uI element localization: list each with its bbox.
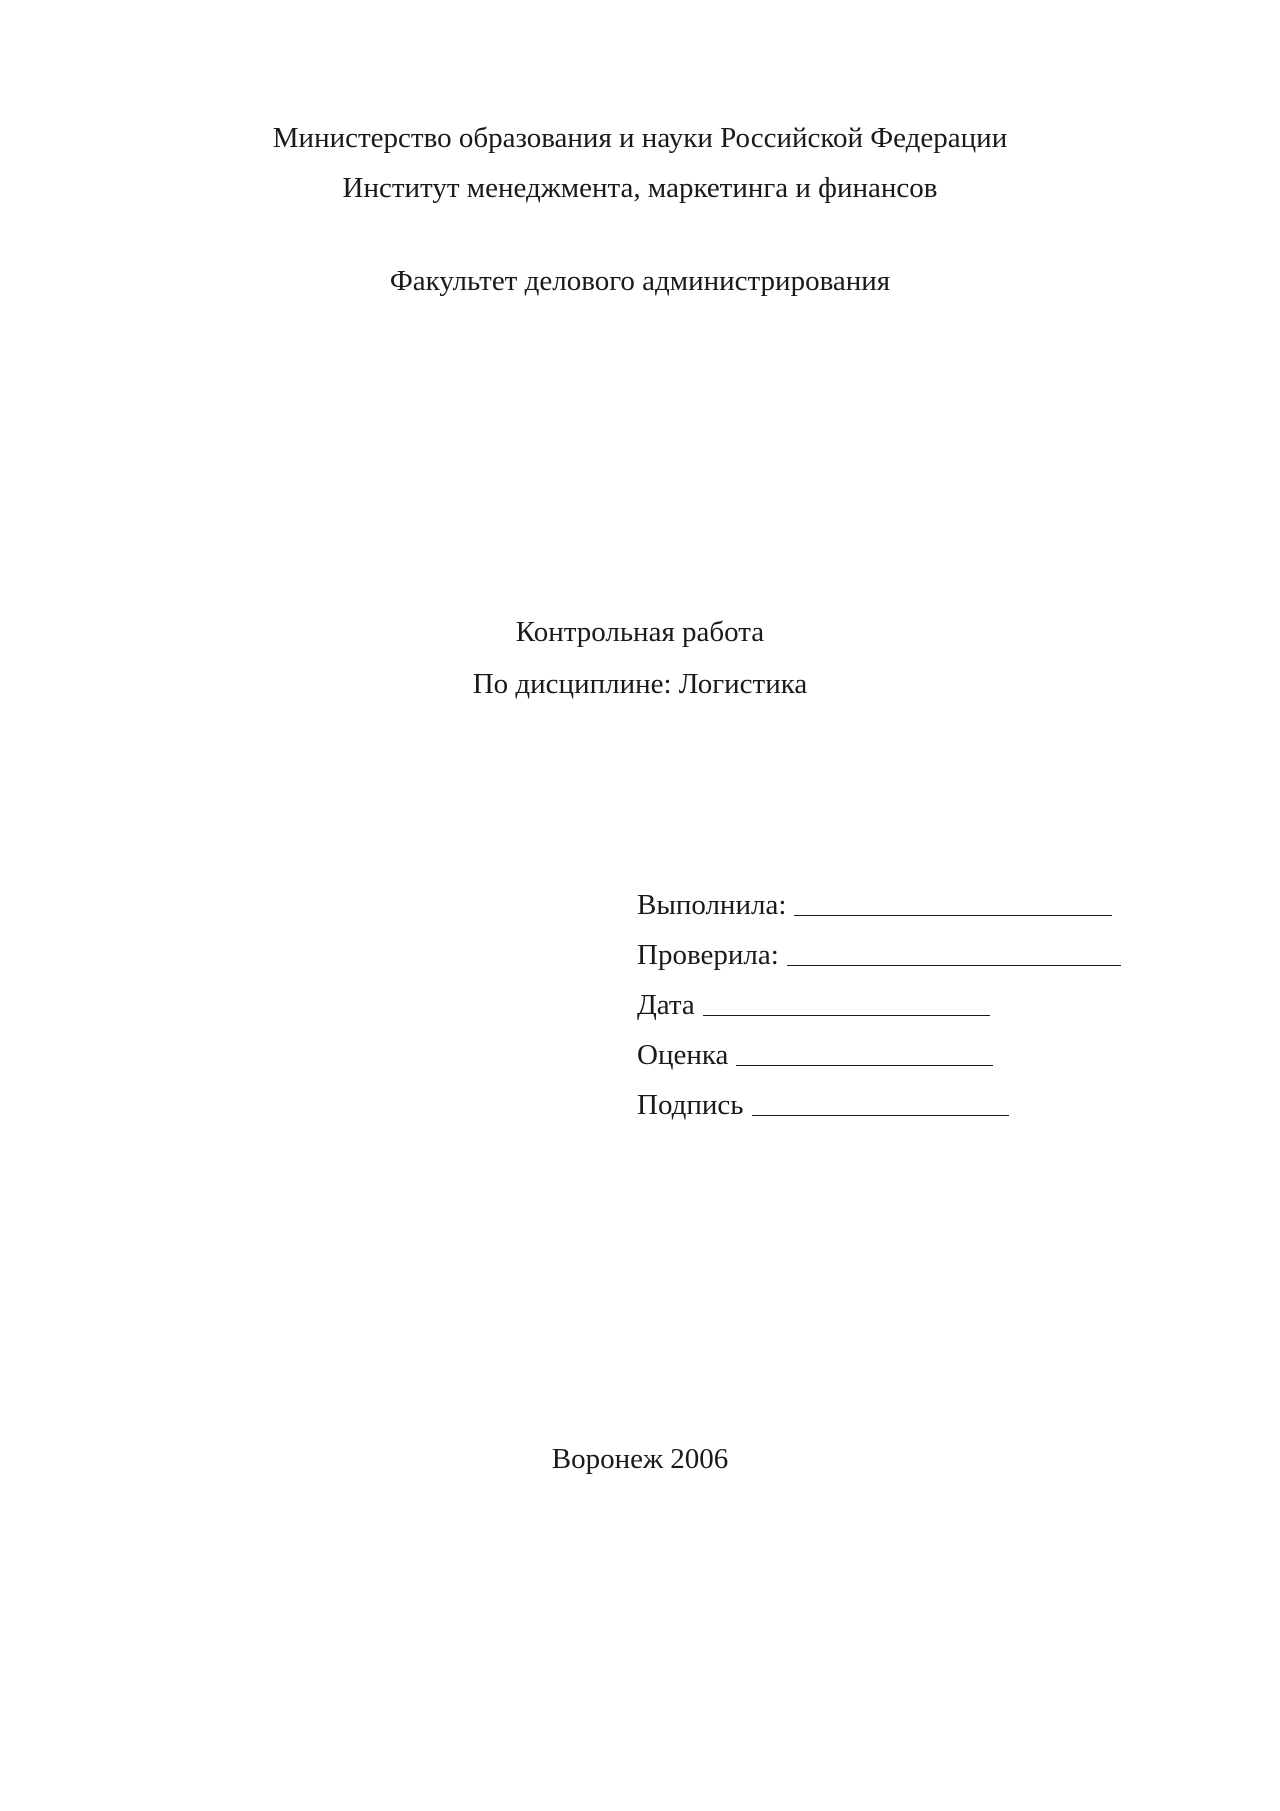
field-label: Дата [637,989,695,1021]
field-label: Проверила: [637,939,779,971]
city-year-line: Воронеж 2006 [551,1443,729,1475]
faculty-line: Факультет делового администрирования [389,265,891,297]
field-grade [637,1037,993,1073]
field-completed-by [637,887,1112,923]
work-type-title: Контрольная работа [515,616,765,648]
ministry-line: Министерство образования и науки Российской Федерации [272,122,1008,154]
field-signature [637,1087,1009,1123]
field-label: Выполнила: [637,889,787,921]
grade-blank-line [736,1039,993,1066]
field-label: Оценка [637,1039,729,1071]
field-checked-by [637,937,1121,973]
signature-blank-line [752,1089,1009,1116]
discipline-line: По дисциплине: Логистика [472,668,808,700]
institute-line: Институт менеджмента, маркетинга и финансов [342,172,938,204]
field-label: Подпись [637,1089,744,1121]
field-date [637,987,990,1023]
signature-blank-line [794,889,1112,916]
signature-blank-line [787,939,1121,966]
date-blank-line [703,989,990,1016]
